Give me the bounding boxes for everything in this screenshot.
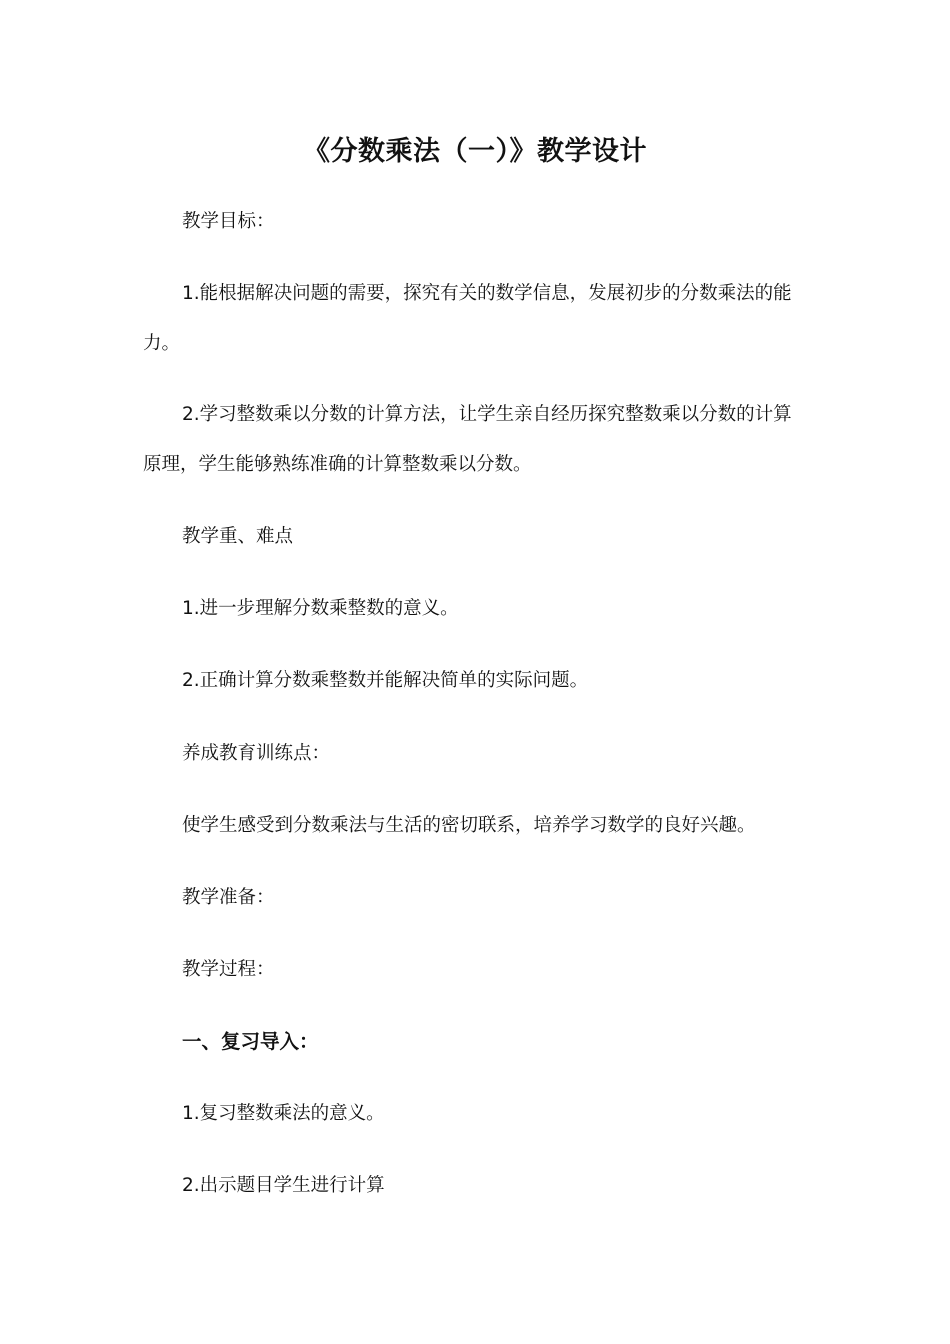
document-title: 《分数乘法（一）》教学设计 [303, 136, 647, 167]
goal-item-1: 1.能根据解决问题的需要，探究有关的数学信息，发展初步的分数乘法的能力。 [143, 283, 792, 354]
key-point-1: 1.进一步理解分数乘整数的意义。 [182, 598, 459, 619]
heading-habit-training: 养成教育训练点： [182, 743, 331, 764]
section-heading-review: 一、复习导入： [182, 1030, 319, 1053]
heading-teaching-goals: 教学目标： [182, 211, 275, 232]
heading-preparation: 教学准备： [182, 887, 275, 908]
heading-key-points: 教学重、难点 [182, 526, 294, 547]
key-point-2: 2.正确计算分数乘整数并能解决简单的实际问题。 [182, 670, 589, 691]
heading-process: 教学过程： [182, 959, 275, 980]
goal-item-2: 2.学习整数乘以分数的计算方法，让学生亲自经历探究整数乘以分数的计算原理，学生能够熟练准确的计算整数乘以分数。 [143, 404, 792, 475]
habit-training-text: 使学生感受到分数乘法与生活的密切联系，培养学习数学的良好兴趣。 [182, 815, 756, 836]
review-item-2: 2.出示题目学生进行计算 [182, 1175, 385, 1196]
review-item-1: 1.复习整数乘法的意义。 [182, 1103, 385, 1124]
